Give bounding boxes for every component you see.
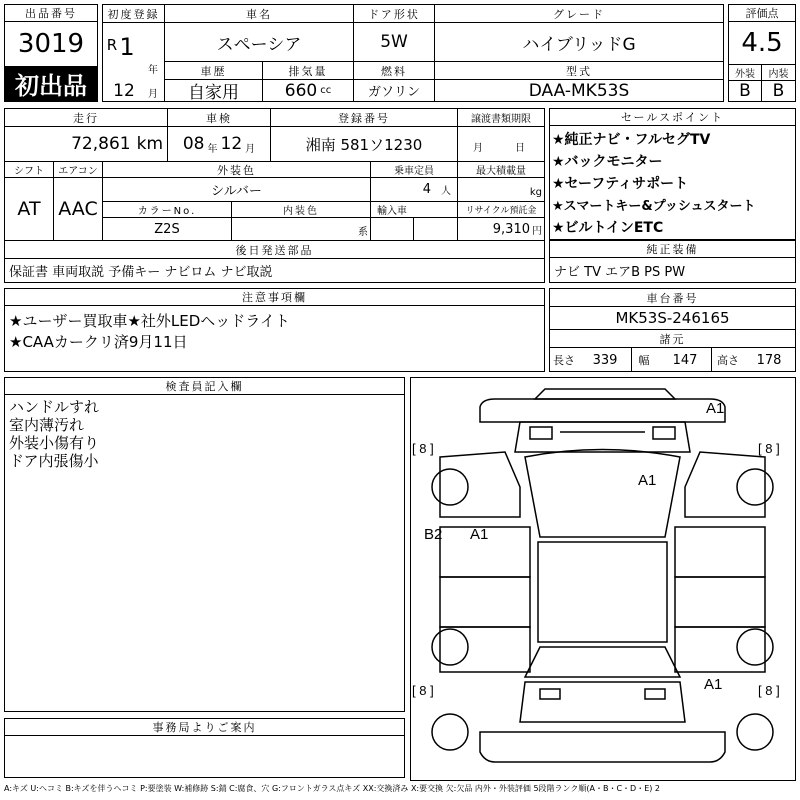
first-listing-badge: 初出品 — [5, 66, 97, 101]
seats-value: 4 — [422, 182, 431, 197]
era: R — [106, 36, 118, 54]
sales-point-3: ★セーフティサポート — [552, 176, 689, 192]
equipment-value: ナビ TV エアB PS PW — [554, 265, 686, 280]
insp-year: 08 — [182, 134, 205, 154]
details-block — [4, 108, 545, 283]
color-label: 外装色 — [217, 163, 256, 177]
chassis — [549, 288, 796, 372]
interior-label: 内装色 — [283, 206, 319, 217]
fuel: ガソリン — [367, 85, 420, 100]
inspection-label: 車検 — [206, 111, 232, 125]
model-label: 型式 — [566, 64, 592, 78]
door-type: 5W — [380, 32, 408, 52]
month-unit: 月 — [148, 88, 158, 99]
notes-label: 注意事項欄 — [5, 289, 544, 306]
vehicle-header — [102, 4, 724, 102]
insp-year-unit: 年 — [207, 143, 218, 155]
damage-mark-left-door: A1 — [470, 526, 489, 543]
damage-mark-roof: A1 — [638, 472, 657, 489]
ac-label: エアコン — [58, 166, 98, 177]
mileage-unit: km — [136, 134, 163, 154]
score-label: 評価点 — [729, 5, 795, 22]
score: 4.5 — [741, 28, 783, 58]
int-label: 内装 — [762, 64, 795, 80]
sales-point-1: ★純正ナビ・フルセグTV — [552, 132, 711, 148]
inspector-line-2: 室内薄汚れ — [9, 416, 85, 434]
displacement-label: 排気量 — [288, 64, 328, 78]
tire-tread-front-right: [ 8 ] — [758, 441, 780, 456]
name-label: 車名 — [246, 7, 272, 21]
wid: 147 — [672, 352, 698, 368]
notes — [4, 288, 545, 372]
ac: AAC — [58, 198, 98, 220]
mileage-label: 走行 — [73, 111, 99, 125]
transfer-month: 月 — [473, 142, 483, 153]
inspector-line-4: ドア内張傷小 — [9, 452, 99, 470]
len-label: 長さ — [553, 354, 575, 367]
sales-points-label: セールスポイント — [550, 109, 795, 126]
history-label: 車歴 — [200, 64, 227, 78]
grade-label: グレード — [553, 7, 605, 21]
transfer-label: 譲渡書類期限 — [471, 114, 531, 125]
office — [4, 718, 405, 778]
reg-year: 1 — [119, 33, 135, 61]
displacement — [263, 80, 353, 101]
grade: ハイブリッドG — [522, 34, 636, 55]
door-label: ドア形状 — [368, 7, 420, 21]
lot-box — [4, 4, 98, 102]
score-box — [728, 4, 796, 102]
damage-mark-right-rear: A1 — [704, 676, 723, 693]
mileage — [5, 127, 167, 161]
lot-number: 3019 — [17, 29, 85, 59]
import-label: 輸入車 — [377, 206, 407, 217]
fuel-label: 燃料 — [381, 64, 407, 78]
history: 自家用 — [188, 83, 239, 101]
car-damage-diagram — [410, 377, 796, 781]
insp-month: 12 — [220, 134, 243, 154]
sales-point-2: ★バックモニター — [552, 154, 663, 170]
reg-label: 登録番号 — [338, 111, 390, 125]
chassis-label: 車台番号 — [646, 291, 699, 305]
load-label: 最大積載量 — [476, 166, 526, 177]
damage-mark-left-front: B2 — [424, 526, 443, 543]
len: 339 — [592, 352, 618, 368]
first-reg-label: 初度登録 — [107, 7, 160, 21]
later-label: 後日発送部品 — [235, 243, 314, 257]
shift: AT — [17, 198, 41, 220]
seats-label: 乗車定員 — [394, 166, 434, 177]
equipment-label: 純正装備 — [550, 241, 795, 258]
hgt-label: 高さ — [717, 354, 739, 367]
inspection — [168, 127, 270, 161]
hgt: 178 — [756, 352, 782, 368]
note-line-1: ★ユーザー買取車★社外LEDヘッドライト — [9, 312, 290, 330]
recycle — [458, 218, 544, 240]
office-label: 事務局よりご案内 — [5, 719, 404, 736]
sales-point-5: ★ビルトインETC — [552, 220, 664, 236]
reg-month: 12 — [113, 81, 135, 101]
inspector-line-1: ハンドルすれ — [9, 398, 100, 416]
displacement-unit: cc — [320, 85, 332, 96]
equipment — [549, 240, 796, 283]
chassis-number: MK53S-246165 — [615, 309, 730, 327]
tire-tread-rear-left: [ 8 ] — [412, 683, 434, 698]
seats-unit: 人 — [441, 186, 451, 197]
model: DAA-MK53S — [528, 80, 630, 101]
shift-label: シフト — [14, 166, 44, 177]
damage-mark-hood: A1 — [706, 400, 725, 417]
sales-point-4: ★スマートキー&プッシュスタート — [552, 199, 756, 214]
later-parts: 保証書 車両取説 予備キー ナビロム ナビ取説 — [9, 265, 273, 280]
inspector-line-3: 外装小傷有り — [9, 434, 100, 452]
sales-points — [549, 108, 796, 240]
recycle-unit: 円 — [532, 225, 542, 237]
transfer-day: 日 — [515, 142, 525, 153]
recycle-label: リサイクル預託金 — [465, 206, 537, 216]
ext-grade: B — [729, 80, 762, 101]
wid-label: 幅 — [638, 354, 650, 367]
legend: A:キズ U:ヘコミ B:キズを伴うヘコミ P:要塗装 W:補修跡 S:錆 C:腐食、穴 G:フロントガラス点キズ XX:交換済み X:要交換 欠:欠品 内外・外装評価 5段階ランク順(A・B・C・D・E) 2 — [4, 784, 661, 793]
ext-label: 外装 — [729, 64, 762, 80]
int-grade: B — [762, 80, 795, 101]
inspector-label: 検査員記入欄 — [5, 378, 404, 395]
note-line-2: ★CAAカークリ済9月11日 — [9, 333, 188, 351]
insp-month-unit: 月 — [245, 143, 256, 155]
tire-tread-front-left: [ 8 ] — [412, 441, 434, 456]
load-unit: kg — [529, 186, 542, 198]
interior-unit: 系 — [358, 226, 368, 237]
tire-tread-rear-right: [ 8 ] — [758, 683, 780, 698]
reg-number: 湘南 581ソ1230 — [305, 135, 423, 154]
lot-label: 出品番号 — [5, 5, 97, 22]
color-no: Z2S — [154, 221, 180, 237]
recycle-value: 9,310 — [492, 221, 530, 237]
mileage-value: 72,861 — [71, 134, 131, 154]
inspector — [4, 377, 405, 712]
color: シルバー — [211, 184, 262, 199]
car-name: スペーシア — [216, 34, 302, 55]
seats — [371, 178, 457, 201]
color-no-label: カラーNo. — [137, 206, 197, 217]
dims-label: 諸元 — [659, 332, 686, 346]
year-unit: 年 — [148, 64, 158, 75]
displacement-value: 660 — [284, 80, 318, 101]
